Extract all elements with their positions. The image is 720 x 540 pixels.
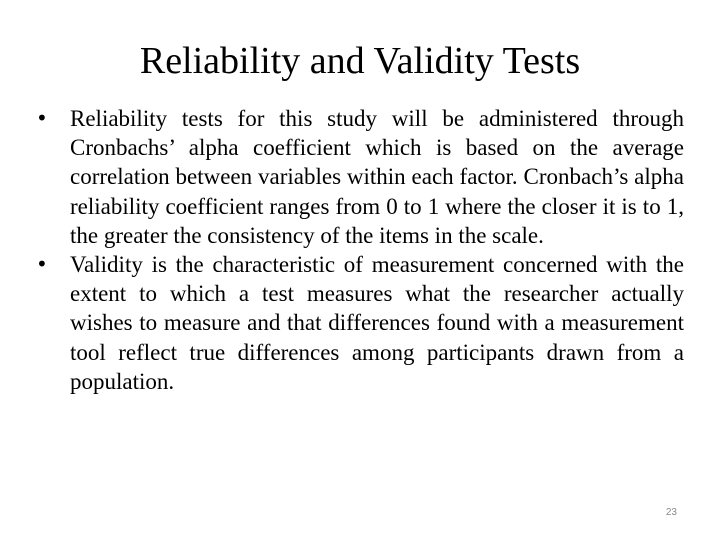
page-number: 23	[665, 507, 677, 518]
slide-title: Reliability and Validity Tests	[139, 40, 581, 82]
bullet-icon: •	[36, 252, 48, 277]
bullet-text-reliability: Reliability tests for this study will be administered through Cronbachs’ alpha coefficient which is based on the average correlation between variables within each factor. Cronbach’s alpha reliability coefficient ranges from 0 to 1 where the closer it is to 1, the greater the consistency of the items in the scale.	[70, 106, 684, 248]
bullet-list	[36, 104, 684, 396]
bullet-item-validity	[36, 250, 684, 396]
bullet-icon: •	[36, 106, 48, 130]
bullet-text-validity: Validity is the characteristic of measurement concerned with the extent to which a test measures what the researcher actually wishes to measure and that differences found with a measurement tool reflect true differences among participants drawn from a population.	[70, 252, 684, 394]
bullet-item-reliability	[36, 104, 684, 250]
